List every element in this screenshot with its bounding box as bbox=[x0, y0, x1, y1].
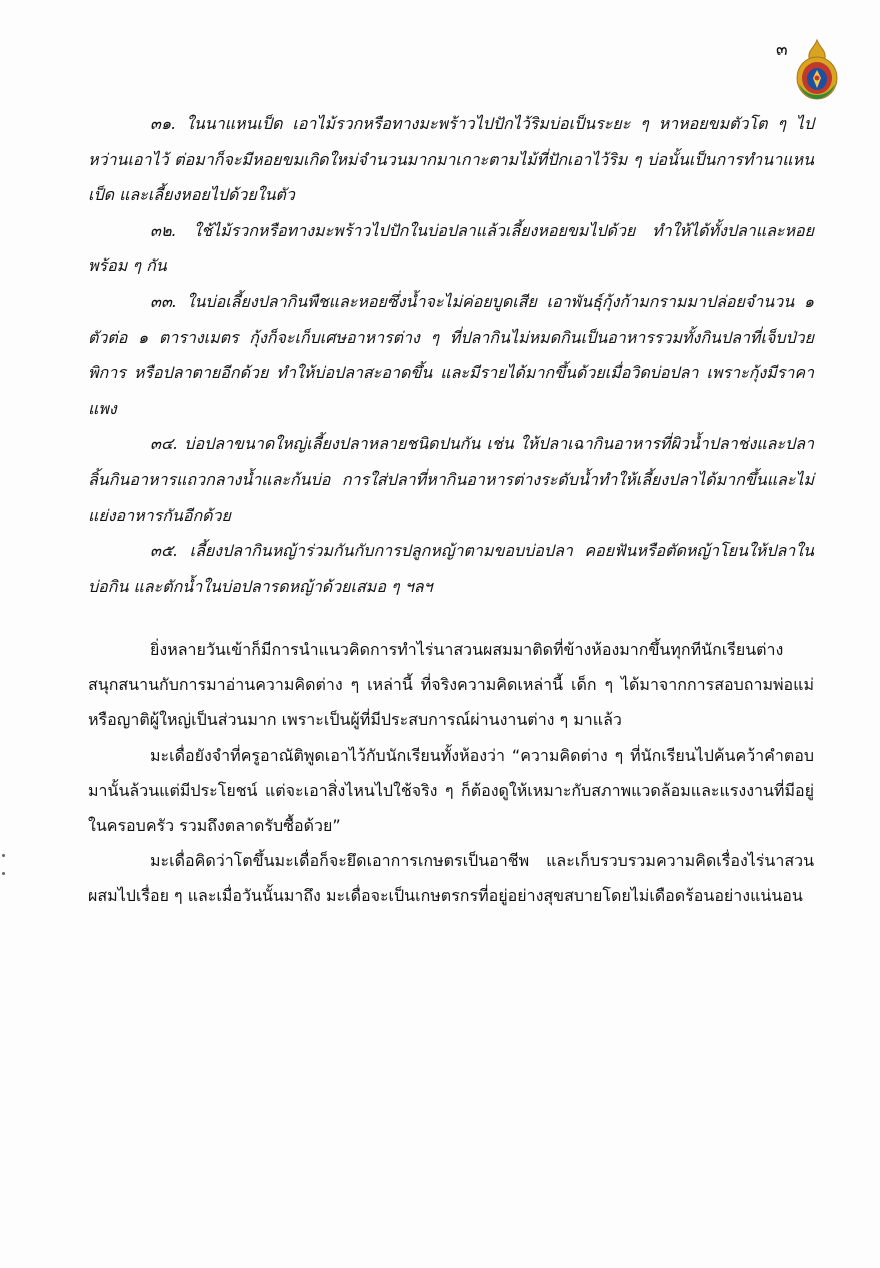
story-paragraph: ยิ่งหลายวันเข้าก็มีการนำแนวคิดการทำไร่นาสวนผสมมาติดที่ข้างห้องมากขึ้นทุกทีนักเรียนต่างสนุกสนานกับการมาอ่านความคิดต่าง ๆ เหล่านี้ ที่จริงความคิดเหล่านี้ เด็ก ๆ ได้มาจากการสอบถามพ่อแม่หรือญาติผู้ใหญ่เป็นส่วนมาก เพราะเป็นผู้ที่มีประสบการณ์ผ่านงานต่าง ๆ มาแล้ว bbox=[88, 640, 814, 730]
page-number: ๓ bbox=[776, 40, 788, 60]
scan-dot bbox=[2, 854, 5, 857]
thai-crest-emblem-icon bbox=[794, 38, 840, 102]
idea-paragraph-31: ๓๑. ในนาแหนเป็ด เอาไม้รวกหรือทางมะพร้าวไปปักไว้ริมบ่อเป็นระยะ ๆ หาหอยขมตัวโต ๆ ไปหว่านเอาไว้ ต่อมาก็จะมีหอยขมเกิดใหม่จำนวนมากมาเกาะตามไม้ที่ปักเอาไว้ริม ๆ บ่อนั้นเป็นการทำนาแหนเป็ด และเลี้ยงหอยไปด้วยในตัว bbox=[88, 114, 814, 205]
story-paragraph: มะเดื่อคิดว่าโตขึ้นมะเดื่อก็จะยึดเอาการเกษตรเป็นอาชีพ และเก็บรวบรวมความคิดเรื่องไร่นาสวนผสมไปเรื่อย ๆ และเมื่อวันนั้นมาถึง มะเดื่อจะเป็นเกษตรกรที่อยู่อย่างสุขสบายโดยไม่เดือดร้อนอย่างแน่นอน bbox=[88, 851, 814, 906]
idea-paragraph-32: ๓๒. ใช้ไม้รวกหรือทางมะพร้าวไปปักในบ่อปลาแล้วเลี้ยงหอยขมไปด้วย ทำให้ได้ทั้งปลาและหอยพร้อม ๆ กัน bbox=[88, 220, 814, 276]
scan-dot bbox=[2, 872, 5, 875]
numbered-ideas-section bbox=[88, 106, 814, 604]
story-paragraph: มะเดื่อยังจำที่ครูอาณัติพูดเอาไว้กับนักเรียนทั้งห้องว่า “ความคิดต่าง ๆ ที่นักเรียนไปค้นคว้าคำตอบมานั้นล้วนแต่มีประโยชน์ แต่จะเอาสิ่งไหนไปใช้จริง ๆ ก็ต้องดูให้เหมาะกับสภาพแวดล้อมและแรงงานที่มีอยู่ในครอบครัว รวมถึงตลาดรับซื้อด้วย” bbox=[88, 745, 814, 836]
idea-paragraph-35: ๓๕. เลี้ยงปลากินหญ้าร่วมกันกับการปลูกหญ้าตามขอบบ่อปลา คอยฟันหรือตัดหญ้าโยนให้ปลาในบ่อกิน และตักน้ำในบ่อปลารดหญ้าด้วยเสมอ ๆ ฯลฯ bbox=[88, 541, 814, 596]
story-section bbox=[88, 632, 814, 914]
idea-paragraph-33: ๓๓. ในบ่อเลี้ยงปลากินพืชและหอยซึ่งน้ำจะไม่ค่อยบูดเสีย เอาพันธุ์กุ้งก้ามกรามมาปล่อยจำนวน ๑ ตัวต่อ ๑ ตารางเมตร กุ้งก็จะเก็บเศษอาหารต่าง ๆ ที่ปลากินไม่หมดกินเป็นอาหารรวมทั้งกินปลาที่เจ็บป่วยพิการ หรือปลาตายอีกด้วย ทำให้บ่อปลาสะอาดขึ้น และมีรายได้มากขึ้นด้วยเมื่อวิดบ่อปลา เพราะกุ้งมีราคาแพง bbox=[88, 291, 814, 418]
idea-paragraph-34: ๓๔. บ่อปลาขนาดใหญ่เลี้ยงปลาหลายชนิดปนกัน เช่น ให้ปลาเฉากินอาหารที่ผิวน้ำปลาช่งและปลาลิ้นกินอาหารแถวกลางน้ำและก้นบ่อ การใส่ปลาที่หากินอาหารต่างระดับน้ำทำให้เลี้ยงปลาได้มากขึ้นและไม่แย่งอาหารกันอีกด้วย bbox=[88, 434, 814, 525]
